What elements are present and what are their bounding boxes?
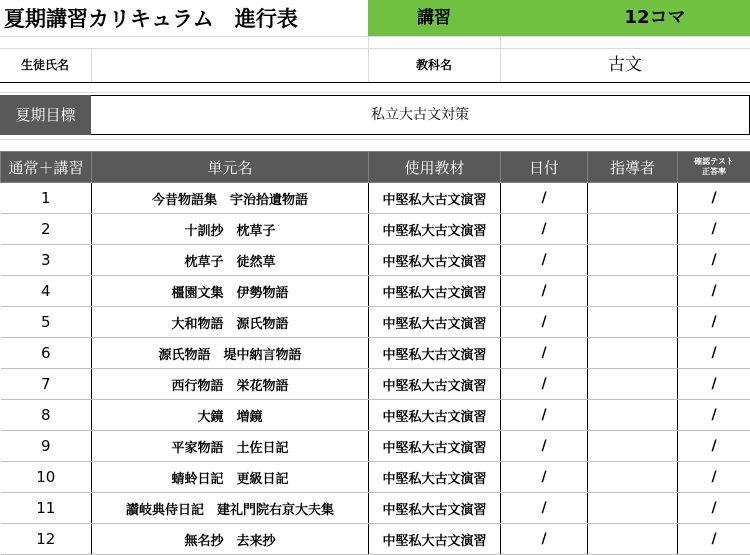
table-row <box>1 431 750 462</box>
grid-line <box>0 36 750 37</box>
header-unit-name: 単元名 <box>92 152 369 183</box>
material-cell[interactable]: 中堅私大古文演習 <box>369 338 501 369</box>
material-cell[interactable]: 中堅私大古文演習 <box>369 183 501 214</box>
grid-line <box>0 92 750 93</box>
unit-name-cell[interactable]: 橿園文集 伊勢物語 <box>92 276 369 307</box>
test-score-cell[interactable]: / <box>678 431 750 462</box>
date-cell[interactable]: / <box>501 183 588 214</box>
table-row <box>1 338 750 369</box>
test-score-cell[interactable]: / <box>678 214 750 245</box>
test-score-cell[interactable]: / <box>678 276 750 307</box>
goal-value[interactable]: 私立大古文対策 <box>91 95 750 135</box>
date-cell[interactable]: / <box>501 431 588 462</box>
lesson-number-cell[interactable]: 12 <box>1 524 92 555</box>
teacher-cell[interactable] <box>588 400 678 431</box>
teacher-cell[interactable] <box>588 493 678 524</box>
row-divider <box>0 82 750 83</box>
test-score-cell[interactable]: / <box>678 307 750 338</box>
grid-line <box>0 48 750 49</box>
date-cell[interactable]: / <box>501 369 588 400</box>
test-score-cell[interactable]: / <box>678 338 750 369</box>
teacher-cell[interactable] <box>588 462 678 493</box>
teacher-cell[interactable] <box>588 524 678 555</box>
teacher-cell[interactable] <box>588 276 678 307</box>
material-cell[interactable]: 中堅私大古文演習 <box>369 214 501 245</box>
student-name-label: 生徒氏名 <box>0 50 90 80</box>
test-score-cell[interactable]: / <box>678 524 750 555</box>
subject-label: 教科名 <box>368 50 500 80</box>
unit-name-cell[interactable]: 十訓抄 枕草子 <box>92 214 369 245</box>
table-row <box>1 493 750 524</box>
lesson-number-cell[interactable]: 5 <box>1 307 92 338</box>
lesson-number-cell[interactable]: 7 <box>1 369 92 400</box>
teacher-cell[interactable] <box>588 245 678 276</box>
material-cell[interactable]: 中堅私大古文演習 <box>369 493 501 524</box>
date-cell[interactable]: / <box>501 338 588 369</box>
material-cell[interactable]: 中堅私大古文演習 <box>369 400 501 431</box>
unit-name-cell[interactable]: 大和物語 源氏物語 <box>92 307 369 338</box>
teacher-cell[interactable] <box>588 214 678 245</box>
lesson-number-cell[interactable]: 9 <box>1 431 92 462</box>
date-cell[interactable]: / <box>501 245 588 276</box>
material-cell[interactable]: 中堅私大古文演習 <box>369 276 501 307</box>
table-row <box>1 462 750 493</box>
test-score-cell[interactable]: / <box>678 493 750 524</box>
header-test-score: 確認テスト 正答率 <box>678 152 750 183</box>
material-cell[interactable]: 中堅私大古文演習 <box>369 369 501 400</box>
lesson-number-cell[interactable]: 10 <box>1 462 92 493</box>
table-row <box>1 369 750 400</box>
table-row <box>1 276 750 307</box>
table-row <box>1 214 750 245</box>
course-type-label: 講習 <box>368 0 500 36</box>
test-score-cell[interactable]: / <box>678 400 750 431</box>
table-row <box>1 183 750 214</box>
date-cell[interactable]: / <box>501 400 588 431</box>
lesson-count[interactable]: 12コマ <box>560 0 750 36</box>
date-cell[interactable]: / <box>501 214 588 245</box>
material-cell[interactable]: 中堅私大古文演習 <box>369 524 501 555</box>
date-cell[interactable]: / <box>501 493 588 524</box>
lesson-number-cell[interactable]: 4 <box>1 276 92 307</box>
material-cell[interactable]: 中堅私大古文演習 <box>369 245 501 276</box>
material-cell[interactable]: 中堅私大古文演習 <box>369 431 501 462</box>
lesson-number-cell[interactable]: 8 <box>1 400 92 431</box>
unit-name-cell[interactable]: 枕草子 徒然草 <box>92 245 369 276</box>
table-header-row <box>1 152 750 183</box>
curriculum-table <box>0 151 750 555</box>
grid-line <box>0 139 750 140</box>
header-lesson-number: 通常＋講習 <box>1 152 92 183</box>
unit-name-cell[interactable]: 西行物語 栄花物語 <box>92 369 369 400</box>
table-row <box>1 400 750 431</box>
student-name-cell[interactable] <box>91 50 368 80</box>
test-score-cell[interactable]: / <box>678 183 750 214</box>
test-score-cell[interactable]: / <box>678 462 750 493</box>
unit-name-cell[interactable]: 平家物語 土佐日記 <box>92 431 369 462</box>
unit-name-cell[interactable]: 今昔物語集 宇治拾遺物語 <box>92 183 369 214</box>
material-cell[interactable]: 中堅私大古文演習 <box>369 307 501 338</box>
unit-name-cell[interactable]: 蜻蛉日記 更級日記 <box>92 462 369 493</box>
table-row <box>1 245 750 276</box>
unit-name-cell[interactable]: 無名抄 去来抄 <box>92 524 369 555</box>
unit-name-cell[interactable]: 讃岐典侍日記 建礼門院右京大夫集 <box>92 493 369 524</box>
date-cell[interactable]: / <box>501 276 588 307</box>
teacher-cell[interactable] <box>588 369 678 400</box>
unit-name-cell[interactable]: 源氏物語 堤中納言物語 <box>92 338 369 369</box>
date-cell[interactable]: / <box>501 462 588 493</box>
goal-label: 夏期目標 <box>0 95 91 135</box>
teacher-cell[interactable] <box>588 307 678 338</box>
lesson-number-cell[interactable]: 6 <box>1 338 92 369</box>
teacher-cell[interactable] <box>588 338 678 369</box>
lesson-number-cell[interactable]: 3 <box>1 245 92 276</box>
test-score-cell[interactable]: / <box>678 369 750 400</box>
date-cell[interactable]: / <box>501 307 588 338</box>
header-date: 日付 <box>501 152 588 183</box>
test-score-cell[interactable]: / <box>678 245 750 276</box>
teacher-cell[interactable] <box>588 183 678 214</box>
table-row <box>1 524 750 555</box>
teacher-cell[interactable] <box>588 431 678 462</box>
table-body <box>1 183 750 555</box>
lesson-number-cell[interactable]: 11 <box>1 493 92 524</box>
lesson-number-cell[interactable]: 1 <box>1 183 92 214</box>
lesson-number-cell[interactable]: 2 <box>1 214 92 245</box>
header-material: 使用教材 <box>369 152 501 183</box>
table-row <box>1 307 750 338</box>
date-cell[interactable]: / <box>501 524 588 555</box>
unit-name-cell[interactable]: 大鏡 増鏡 <box>92 400 369 431</box>
sheet-title: 夏期講習カリキュラム 進行表 <box>4 2 298 36</box>
subject-value[interactable]: 古文 <box>500 50 750 80</box>
material-cell[interactable]: 中堅私大古文演習 <box>369 462 501 493</box>
header-teacher: 指導者 <box>588 152 678 183</box>
